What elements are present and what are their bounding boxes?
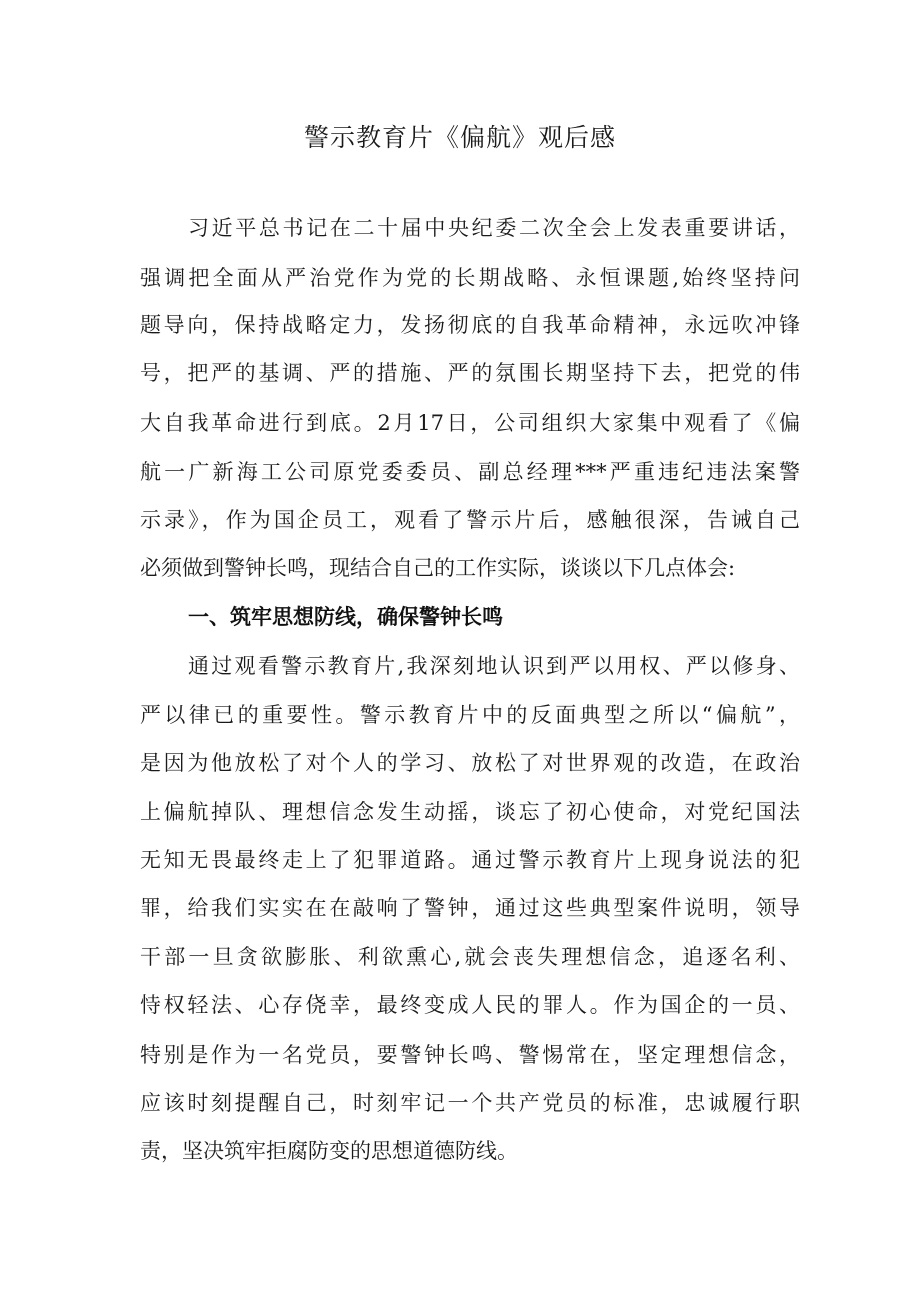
section-heading: 一、筑牢思想防线，确保警钟长鸣 [188,605,503,629]
section-line-7: 干部一旦贪欲膨胀、利欲熏心,就会丧失理想信念，追逐名利、 [140,945,800,969]
section-line-4: 上偏航掉队、理想信念发生动摇，谈忘了初心使命，对党纪国法 [140,800,800,824]
section-line-5: 无知无畏最终走上了犯罪道路。通过警示教育片上现身说法的犯 [140,848,800,872]
intro-line-4: 号，把严的基调、严的措施、严的氛围长期坚持下去，把党的伟 [140,361,800,385]
section-line-8: 恃权轻法、心存侥幸，最终变成人民的罪人。作为国企的一员、 [140,993,800,1017]
section-line-1: 通过观看警示教育片,我深刻地认识到严以用权、严以修身、 [188,654,800,678]
section-line-2: 严以律已的重要性。警示教育片中的反面典型之所以“偏航”， [140,703,800,727]
intro-line-1: 习近平总书记在二十届中央纪委二次全会上发表重要讲话， [188,216,800,240]
intro-line-6: 航一广新海工公司原党委委员、副总经理***严重违纪违法案警 [140,460,800,484]
section-line-10: 应该时刻提醒自己，时刻牢记一个共产党员的标准，忠诚履行职 [140,1091,800,1115]
section-line-9: 特别是作为一名党员，要警钟长鸣、警惕常在，坚定理想信念， [140,1043,800,1067]
intro-line-7: 示录》，作为国企员工，观看了警示片后，感触很深，告诫自己 [140,508,800,532]
intro-line-8: 必须做到警钟长鸣，现结合自己的工作实际，谈谈以下几点体会: [140,556,736,580]
intro-line-3: 题导向，保持战略定力，发扬彻底的自我革命精神，永远吹冲锋 [140,313,800,337]
intro-line-5: 大自我革命进行到底。2月17日，公司组织大家集中观看了《偏 [140,411,800,435]
intro-line-2: 强调把全面从严治党作为党的长期战略、永恒课题,始终坚持问 [140,266,800,290]
section-line-6: 罪，给我们实实在在敲响了警钟，通过这些典型案件说明，领导 [140,896,800,920]
document-title: 警示教育片《偏航》观后感 [303,123,616,152]
section-line-11: 责，坚决筑牢拒腐防变的思想道德防线。 [140,1139,518,1163]
section-line-3: 是因为他放松了对个人的学习、放松了对世界观的改造，在政治 [140,751,800,775]
